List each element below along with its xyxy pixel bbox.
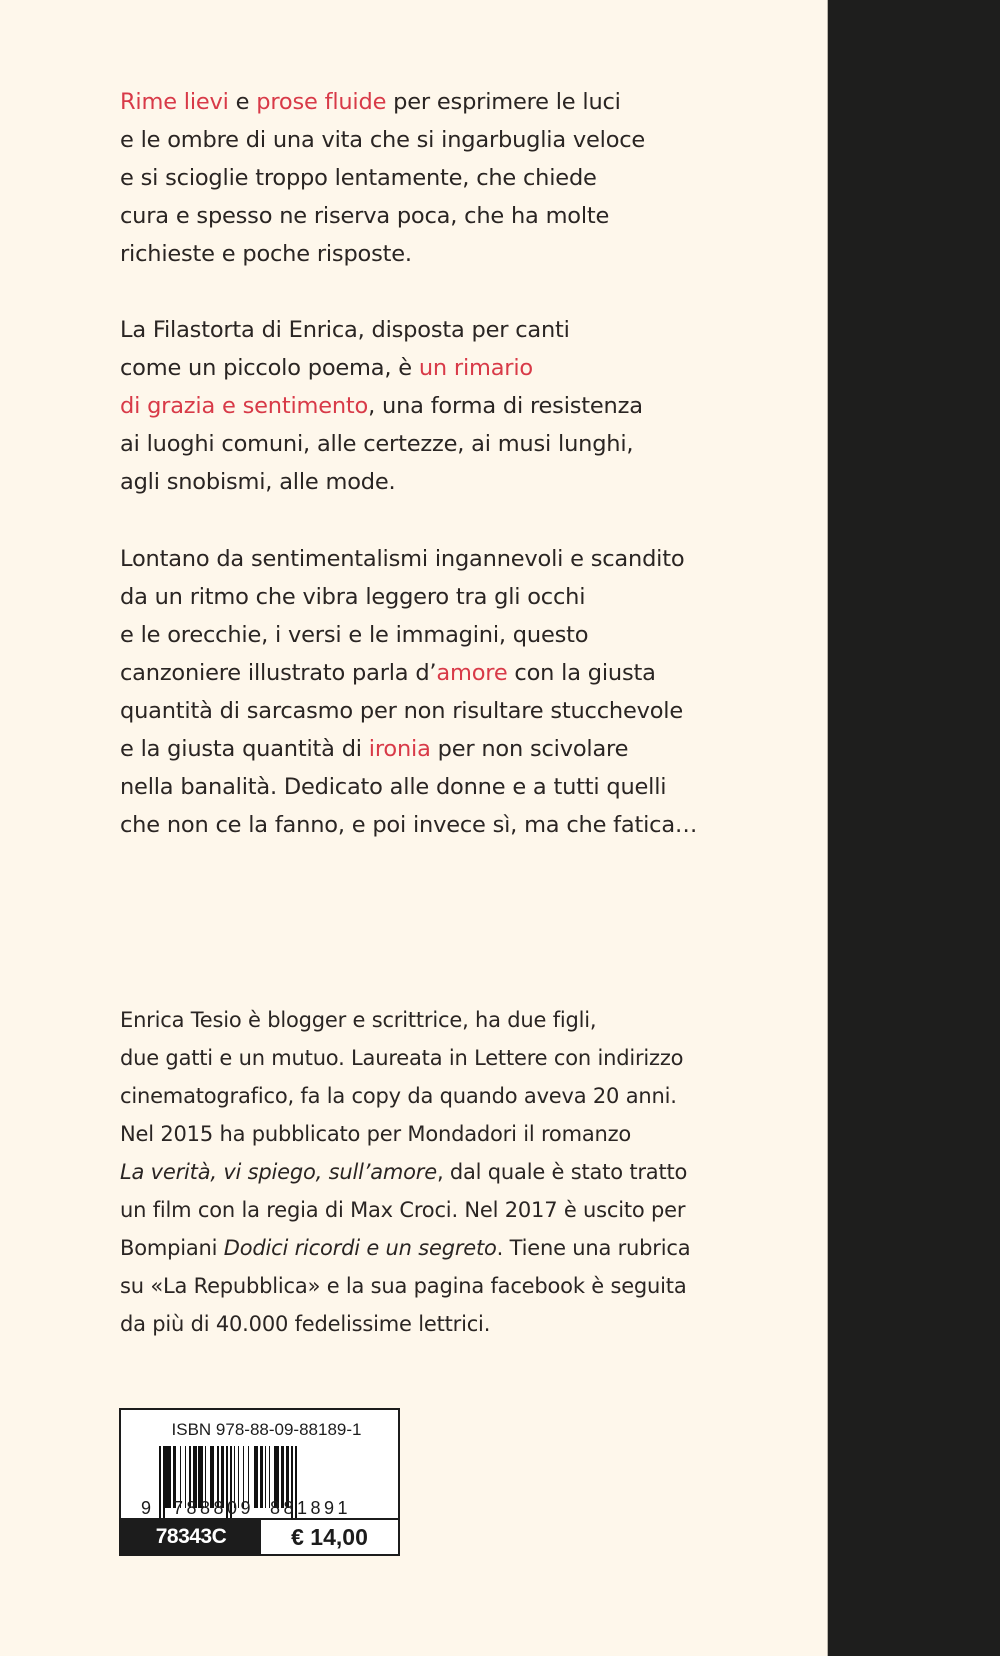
text-span: Bompiani — [120, 1236, 224, 1260]
text-line — [120, 83, 820, 121]
text-span: per non scivolare — [430, 736, 629, 762]
text-span: . Tiene una rubrica — [496, 1236, 691, 1260]
text-line — [120, 387, 820, 425]
author-bio — [120, 1001, 820, 1343]
text-line — [120, 1229, 820, 1267]
highlight-text: Rime lievi — [120, 89, 229, 115]
text-line — [120, 349, 820, 387]
text-line: Nel 2015 ha pubblicato per Mondadori il romanzo — [120, 1122, 632, 1146]
blurb-paragraph-2 — [120, 311, 820, 501]
text-line: un film con la regia di Max Croci. Nel 2017 è uscito per — [120, 1198, 686, 1222]
barcode-first-digit: 9 — [141, 1498, 152, 1518]
text-line: e le orecchie, i versi e le immagini, questo — [120, 622, 589, 648]
blurb-paragraph-3 — [120, 540, 820, 844]
text-line: La Filastorta di Enrica, disposta per canti — [120, 317, 570, 343]
text-line — [120, 654, 820, 692]
text-line: due gatti e un mutuo. Laureata in Lettere con indirizzo — [120, 1046, 684, 1070]
barcode-right-digits: 881891 — [270, 1498, 352, 1518]
price: € 14,00 — [261, 1520, 398, 1554]
text-span: per esprimere le luci — [386, 89, 621, 115]
text-span: e — [228, 89, 257, 115]
text-line — [120, 1153, 820, 1191]
text-span: con la giusta — [507, 660, 656, 686]
book-title: Dodici ricordi e un segreto — [223, 1236, 497, 1260]
text-line: Enrica Tesio è blogger e scrittrice, ha due figli, — [120, 1008, 597, 1032]
text-line: cinematografico, fa la copy da quando aveva 20 anni. — [120, 1084, 677, 1108]
barcode-left-digits: 788809 — [173, 1498, 255, 1518]
highlight-text: ironia — [368, 736, 431, 762]
text-span: come un piccolo poema, è — [120, 355, 419, 381]
text-line: agli snobismi, alle mode. — [120, 469, 396, 495]
text-line: ai luoghi comuni, alle certezze, ai musi lunghi, — [120, 431, 634, 457]
text-span: , una forma di resistenza — [368, 393, 643, 419]
product-code: 78343C — [121, 1520, 261, 1554]
price-row — [121, 1518, 398, 1554]
text-span: canzoniere illustrato parla d’ — [120, 660, 437, 686]
text-line: cura e spesso ne riserva poca, che ha molte — [120, 203, 610, 229]
blurb-paragraph-1 — [120, 83, 820, 273]
text-line: da un ritmo che vibra leggero tra gli occhi — [120, 584, 586, 610]
text-line: richieste e poche risposte. — [120, 241, 412, 267]
book-spine — [827, 0, 1000, 1656]
highlight-text: di grazia e sentimento — [120, 393, 369, 419]
isbn-label: ISBN 978-88-09-88189-1 — [171, 1420, 362, 1439]
highlight-text: prose fluide — [256, 89, 387, 115]
barcode-box — [119, 1408, 400, 1556]
text-line: che non ce la fanno, e poi invece sì, ma che fatica… — [120, 812, 698, 838]
text-line: e le ombre di una vita che si ingarbuglia veloce — [120, 127, 646, 153]
book-title: La verità, vi spiego, sull’amore — [120, 1160, 437, 1184]
text-line: nella banalità. Dedicato alle donne e a tutti quelli — [120, 774, 667, 800]
text-line: su «La Repubblica» e la sua pagina facebook è seguita — [120, 1274, 687, 1298]
text-line: quantità di sarcasmo per non risultare stucchevole — [120, 698, 683, 724]
text-line: da più di 40.000 fedelissime lettrici. — [120, 1312, 491, 1336]
highlight-text: un rimario — [418, 355, 533, 381]
text-span: e la giusta quantità di — [120, 736, 369, 762]
highlight-text: amore — [436, 660, 508, 686]
text-line — [120, 730, 820, 768]
text-span: , dal quale è stato tratto — [436, 1160, 688, 1184]
text-line: e si scioglie troppo lentamente, che chiede — [120, 165, 597, 191]
text-line: Lontano da sentimentalismi ingannevoli e scandito — [120, 546, 685, 572]
